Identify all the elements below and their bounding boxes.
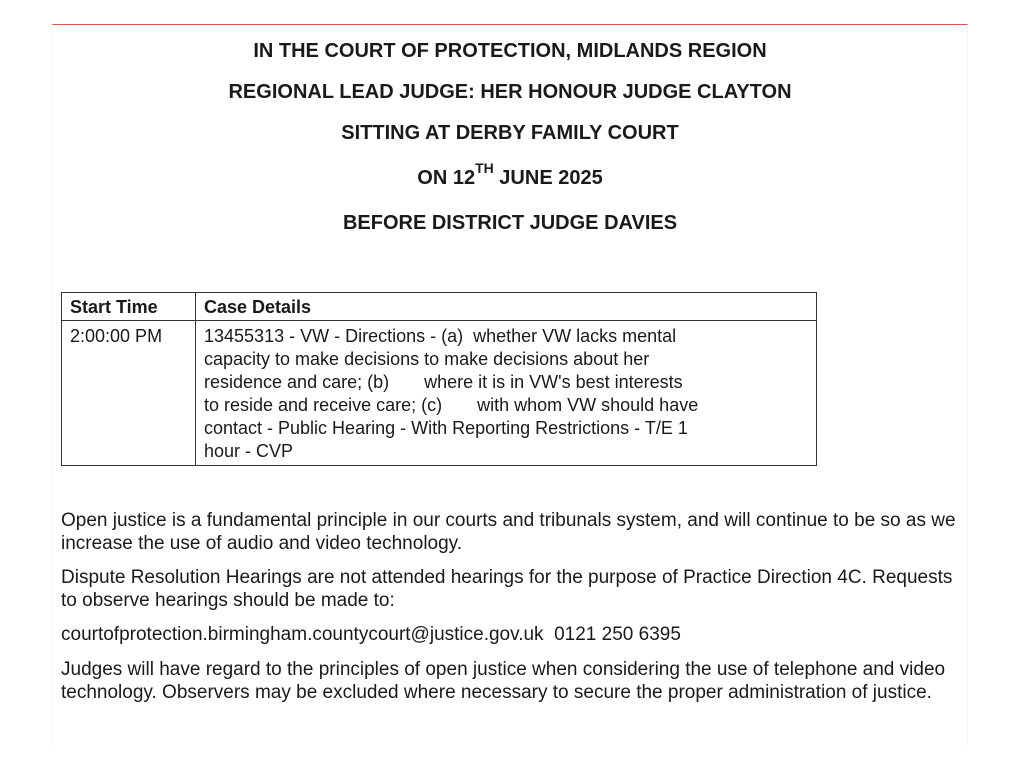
court-name-heading: IN THE COURT OF PROTECTION, MIDLANDS REGION: [253, 40, 767, 62]
contact-line: courtofprotection.birmingham.countycourt@justice.gov.uk 0121 250 6395: [61, 624, 681, 645]
venue-heading: SITTING AT DERBY FAMILY COURT: [341, 122, 679, 144]
start-time-cell: 2:00:00 PM: [62, 321, 196, 466]
dispute-resolution-paragraph: Dispute Resolution Hearings are not attended hearings for the purpose of Practice Direction 4C. Requests to observe hearings should be made to:: [61, 567, 953, 611]
court-listing-document: [52, 24, 968, 745]
open-justice-paragraph: Open justice is a fundamental principle in our courts and tribunals system, and will continue to be so as we increase the use of audio and video technology.: [61, 510, 956, 554]
case-details-cell: 13455313 - VW - Directions - (a) whether VW lacks mental capacity to make decisions to make decisions about her residence and care; (b) where it is in VW's best interests to reside and receive care; (c) with whom VW should have contact - Public Hearing - With Reporting Restrictions - T/E 1 hour - CVP: [196, 321, 817, 466]
regional-lead-judge-heading: REGIONAL LEAD JUDGE: HER HONOUR JUDGE CLAYTON: [228, 81, 792, 103]
column-header-case-details: Case Details: [196, 293, 817, 321]
date-suffix: JUNE 2025: [493, 167, 603, 189]
table-header-row: [62, 293, 817, 321]
judge-heading: BEFORE DISTRICT JUDGE DAVIES: [342, 212, 678, 234]
judges-regard-paragraph: Judges will have regard to the principles of open justice when considering the use of telephone and video technology. Observers may be excluded where necessary to secure the proper administration of justice.: [61, 659, 946, 703]
date-ordinal-suffix: TH: [475, 160, 494, 177]
date-prefix: ON 12: [417, 167, 476, 189]
table-row: [62, 321, 817, 466]
hearing-table: [61, 292, 817, 466]
hearing-date-heading: [53, 160, 967, 190]
column-header-start-time: Start Time: [62, 293, 196, 321]
